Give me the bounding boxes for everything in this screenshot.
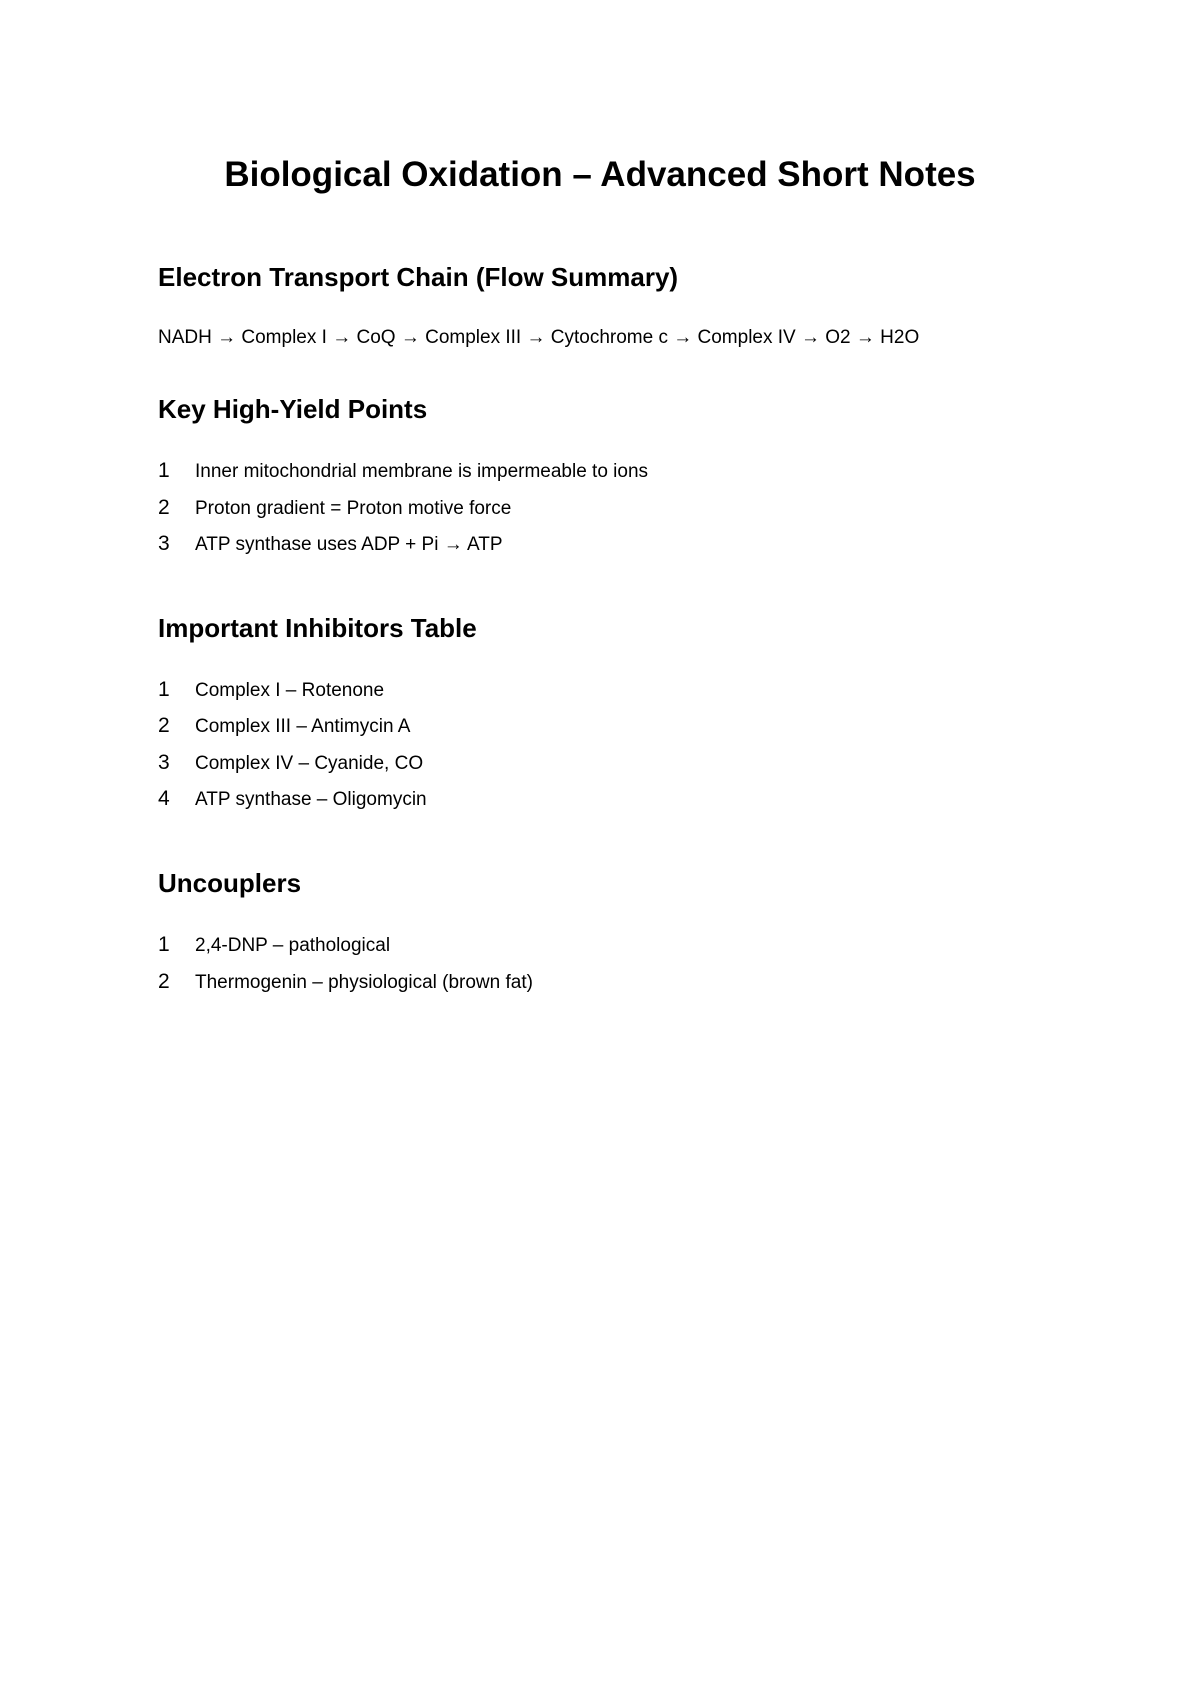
- list-item-number: 2: [158, 714, 170, 738]
- list-item-number: 2: [158, 495, 170, 519]
- list-item-number: 2: [158, 969, 170, 993]
- list-item: [158, 787, 1058, 824]
- list-item-text: Thermogenin – physiological (brown fat): [195, 971, 533, 993]
- section-heading-inhibitors: Important Inhibitors Table: [158, 612, 477, 643]
- list-item-text: Proton gradient = Proton motive force: [195, 497, 512, 519]
- uncouplers-list: [158, 933, 1058, 1006]
- section-uncouplers: [158, 868, 1058, 1006]
- section-heading-etc: Electron Transport Chain (Flow Summary): [158, 262, 679, 292]
- section-key-points: [158, 394, 1058, 569]
- key-points-list: [158, 459, 1058, 569]
- list-item: [158, 714, 1058, 751]
- list-item: [158, 496, 1058, 533]
- section-heading-uncouplers: Uncouplers: [158, 867, 302, 898]
- section-inhibitors: [158, 613, 1058, 824]
- list-item: [158, 751, 1058, 788]
- list-item-text: ATP synthase uses ADP + Pi → ATP: [195, 534, 503, 556]
- section-electron-transport-chain: [158, 262, 1058, 350]
- list-item: [158, 459, 1058, 496]
- list-item-text: Complex IV – Cyanide, CO: [195, 752, 424, 774]
- section-heading-key-points: Key High-Yield Points: [158, 393, 428, 424]
- list-item-number: 3: [158, 750, 170, 774]
- list-item-text: Complex I – Rotenone: [195, 679, 385, 701]
- list-item-number: 1: [158, 933, 170, 957]
- inhibitors-list: [158, 678, 1058, 824]
- list-item: [158, 933, 1058, 970]
- list-item-number: 3: [158, 532, 170, 556]
- etc-flow-summary: NADH → Complex I → CoQ → Complex III → Cytochrome c → Complex IV → O2 → H2O: [158, 327, 920, 349]
- list-item-text: Inner mitochondrial membrane is impermeable to ions: [195, 461, 649, 483]
- list-item-text: 2,4-DNP – pathological: [195, 935, 391, 957]
- list-item-text: ATP synthase – Oligomycin: [195, 789, 427, 811]
- page-title: Biological Oxidation – Advanced Short Notes: [224, 155, 976, 194]
- list-item-number: 4: [158, 787, 170, 811]
- list-item: [158, 678, 1058, 715]
- list-item-number: 1: [158, 677, 170, 701]
- list-item-number: 1: [158, 459, 170, 483]
- list-item: [158, 532, 1058, 569]
- document-body: [158, 262, 1058, 1006]
- list-item: [158, 970, 1058, 1007]
- list-item-text: Complex III – Antimycin A: [195, 716, 411, 738]
